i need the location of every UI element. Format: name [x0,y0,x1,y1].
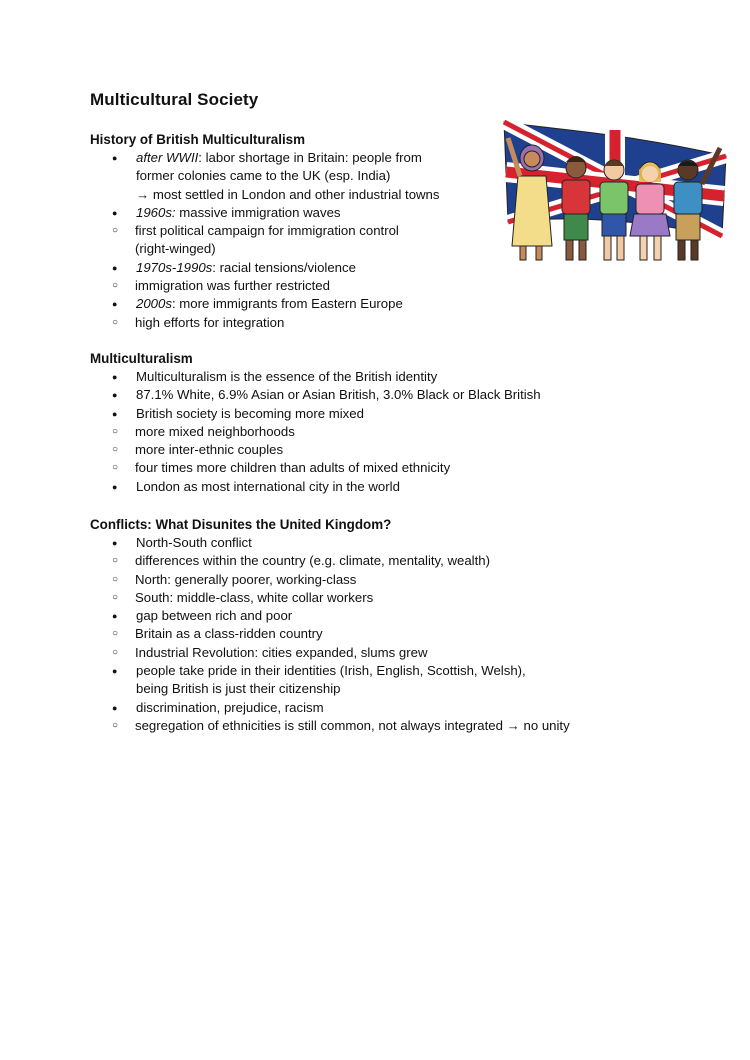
item-continuation: being British is just their citizenship [136,681,341,697]
conflicts-section [90,516,690,735]
sub-list-item: ○ more mixed neighborhoods [90,423,690,441]
sub-list [90,314,690,332]
item-text: massive immigration waves [175,204,341,220]
sub-list-item: ○ North: generally poorer, working-class [90,571,690,589]
list-item: ● London as most international city in the world [90,478,690,496]
sub-list-item: ○ differences within the country (e.g. climate, mentality, wealth) [90,552,690,570]
list-item [90,259,690,296]
list-item [90,295,690,332]
list-item: ● 87.1% White, 6.9% Asian or Asian British, 3.0% Black or Black British [90,386,690,404]
sub-list-item: ○ Britain as a class-ridden country [90,625,690,643]
list-item [90,662,690,699]
multiculturalism-heading: Multiculturalism [90,351,193,366]
sub-list-item: ○ immigration was further restricted [90,277,690,295]
sub-list-item: ○ South: middle-class, white collar workers [90,589,690,607]
item-text: discrimination, prejudice, racism [136,699,324,715]
item-text: gap between rich and poor [136,608,293,624]
item-text: first political campaign for immigration control [135,223,399,239]
item-text: : more immigrants from Eastern Europe [171,296,403,312]
item-text: people take pride in their identities (Irish, English, Scottish, Welsh), [136,663,526,679]
term: after WWII [136,150,199,165]
list-item [90,699,690,736]
list-item [90,204,690,259]
conflicts-heading: Conflicts: What Disunites the United Kingdom? [90,517,392,532]
sub-list-item: ○ high efforts for integration [90,314,690,332]
term: 1960s: [136,204,176,220]
term: 1970s-1990s [136,259,213,275]
item-continuation: former colonies came to the UK (esp. India) [136,168,391,184]
sub-list [90,552,690,607]
item-continuation: (right-winged) [135,241,216,257]
item-text: : labor shortage in Britain: people from [198,150,422,165]
history-heading: History of British Multiculturalism [90,132,306,147]
sub-list [90,717,690,735]
sub-list-item: ○ segregation of ethnicities is still common, not always integrated → no unity [90,717,690,735]
list-item [90,607,690,662]
sub-list [90,222,690,259]
sub-list-item: ○ more inter-ethnic couples [90,441,690,459]
list-item [90,149,690,204]
sub-list [90,423,690,478]
multiculturalism-list [90,368,690,496]
sub-list [90,625,690,662]
list-item [90,534,690,607]
history-list [90,149,690,332]
list-item [90,405,690,478]
sub-list-item: ○ Industrial Revolution: cities expanded, slums grew [90,644,690,662]
history-section [90,131,690,332]
item-text: North-South conflict [136,535,252,550]
item-continuation: → most settled in London and other industrial towns [136,186,440,202]
multiculturalism-section [90,350,690,496]
term: 2000s [136,296,172,312]
sub-list [90,277,690,295]
sub-list-item [90,222,690,259]
list-item: ● Multiculturalism is the essence of the British identity [90,368,690,386]
conflicts-list [90,534,690,735]
sub-list-item: ○ four times more children than adults of mixed ethnicity [90,459,690,477]
item-text: : racial tensions/violence [212,259,356,275]
item-text: British society is becoming more mixed [136,405,364,421]
page-title: Multicultural Society [90,90,259,109]
